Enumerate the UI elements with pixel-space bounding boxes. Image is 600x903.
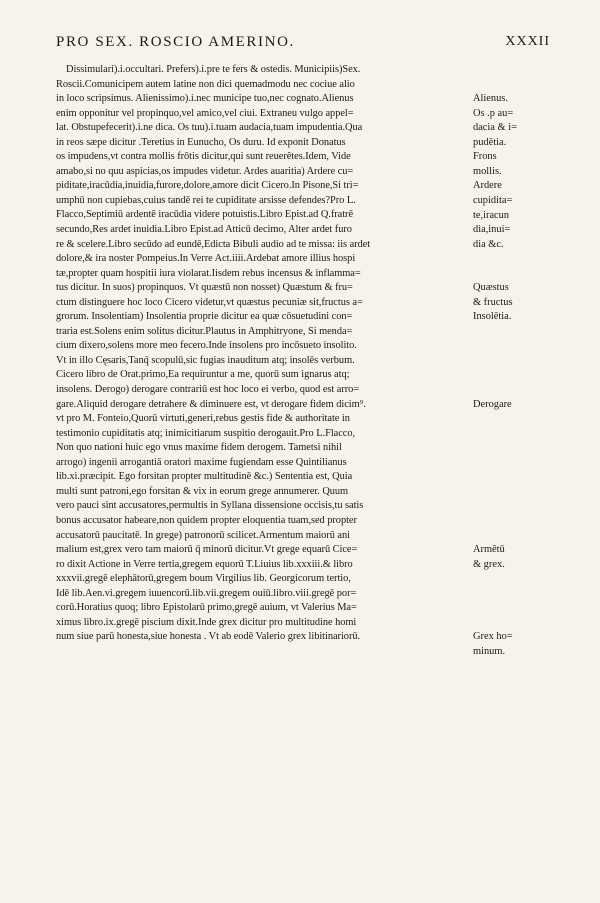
text-line: traria est.Solens enim solitus dicitur.Plautus in Amphitryone, Si menda= bbox=[56, 325, 353, 337]
text-line: corū.Horatius quoq; libro Epistolarū primo,gregē auium, vt Valerius Ma= bbox=[56, 602, 357, 614]
margin-note: Insolētia. bbox=[473, 311, 512, 323]
running-title: PRO SEX. ROSCIO AMERINO. bbox=[56, 34, 295, 50]
text-line: vero pauci sint accusatores,permultis in Syllana dissensione occisis,tu satis bbox=[56, 500, 364, 512]
text-line: Cicero libro de Orat.primo,Ea requiruntur a me, quorū sum ignarus atq; bbox=[56, 369, 350, 381]
margin-note: minum. bbox=[473, 646, 506, 657]
margin-note: te,iracun bbox=[473, 209, 510, 221]
text-line: tus dicitur. In suos) propinquos. Vt quæstū non nosset) Quæstum & fru= bbox=[56, 282, 353, 294]
text-line: bonus accusator habeare,non quidem propter eloquentia tuam,sed propter bbox=[56, 514, 357, 526]
text-line: gare.Aliquid derogare detrahere & diminuere est, vt derogare fidem dicim⁹. bbox=[56, 398, 366, 410]
text-line: cium dixero,solens more meo fecero.Inde insolens pro incōsueto insolito. bbox=[56, 340, 357, 352]
text-line: enim opponitur vel propinquo,vel amico,vel ciui. Extraneu vulgo appel= bbox=[56, 107, 354, 119]
text-line: amabo,si no quu aspicias,os impudes videtur. Ardes auaritia) Ardere cu= bbox=[56, 165, 354, 177]
text-line: re & scelere.Libro secūdo ad eundē,Edicta Bibuli audio ad te missa: iis ardet bbox=[56, 238, 371, 250]
text-line: Dissimulari).i.occultari. Prefers).i.pre te fers & ostedis. Municipiis)Sex. bbox=[66, 64, 361, 75]
text-line: vt pro M. Fonteio,Quorū virtuti,generi,rebus gestis fide & authoritate in bbox=[56, 413, 350, 425]
margin-note: Armētū bbox=[473, 544, 505, 556]
page-header bbox=[56, 34, 550, 54]
text-line: umphū non cupiebas,cuius tandē rei te cupiditate arsisse defendes?Pro L. bbox=[56, 194, 356, 206]
text-line: ctum distinguere hoc loco Cicero videtur,vt quæstus pecuniæ sit,fructus a= bbox=[56, 296, 363, 308]
margin-note: mollis. bbox=[473, 165, 502, 177]
text-line: in reos sæpe dicitur .Teretius in Eunucho, Os duru. Id exponit Donatus bbox=[56, 136, 346, 148]
margin-note: dia &c. bbox=[473, 238, 504, 250]
text-line: secundo,Res ardet inuidia.Libro Epist.ad Atticū decimo, Alter ardet furo bbox=[56, 224, 352, 236]
margin-note: Derogare bbox=[473, 398, 512, 410]
text-line: lat. Obstupefecerit).i.ne dica. Os tuu).i.tuam audacia,tuam impudentia.Qua bbox=[56, 122, 363, 134]
folio-number: XXXII bbox=[505, 34, 550, 49]
text-line: Vt in illo Cęsaris,Tanq̄ scopulū,sic fugias inauditum atq; insolēs verbum. bbox=[56, 354, 355, 366]
text-line: accusatorū paucitatē. In grege) patronorū scilicet.Armentum maiorū ani bbox=[56, 529, 350, 541]
margin-note: & fructus bbox=[473, 296, 513, 308]
text-line: lib.xi.præcipit. Ego forsitan propter multitudinē &c.) Sententia est, Quia bbox=[56, 471, 353, 483]
margin-note: Grex ho= bbox=[473, 631, 513, 643]
margin-note: pudētia. bbox=[473, 136, 507, 148]
text-line: testimonio cupiditatis atq; inimicitiarum suspitio derogauit.Pro L.Flacco, bbox=[56, 427, 356, 439]
margin-note: Frons bbox=[473, 151, 497, 163]
margin-note: Os .p au= bbox=[473, 107, 514, 119]
text-line: Non quo nationi huic ego vnus maxime fidem derogem. Tametsi nihil bbox=[56, 442, 342, 454]
text-line: ro dixit Actione in Verre tertia,gregem equorū T.Liuius lib.xxxiii.& libro bbox=[56, 558, 353, 570]
text-line: Idē lib.Aen.vi.gregem iuuencorū.lib.vii.gregem ouiū.libro.viii.gregē por= bbox=[56, 587, 357, 599]
text-line: multi sunt patroni,ego forsitan & vix in eorum grege annumerer. Quum bbox=[56, 485, 349, 497]
text-line: ximus libro.ix.gregē piscium dixit.Inde grex dicitur pro multitudine homi bbox=[56, 616, 357, 628]
margin-note: Quæstus bbox=[473, 282, 509, 294]
margin-note: dacia & i= bbox=[473, 122, 517, 134]
text-line: os impudens,vt contra mollis frôtis dicitur,qui sunt reuerêtes.Idem, Vide bbox=[56, 151, 351, 163]
text-line: Flacco,Septimiū ardentē iracūdia videre potuistis.Libro Epist.ad Q.fratrē bbox=[56, 209, 354, 221]
margin-note: Alienus. bbox=[473, 93, 508, 105]
text-line: xxxvii.gregē elephātorū,gregem boum Virgilius lib. Georgicorum tertio, bbox=[56, 573, 351, 585]
text-line: dolore,& ira noster Pompeius.In Verre Act.iiii.Ardebat amore illius hospi bbox=[56, 253, 356, 265]
margin-note: & grex. bbox=[473, 558, 505, 570]
text-line: malium est,grex vero tam maiorū q̄ minorū dicitur.Vt grege equarū Cice= bbox=[56, 544, 358, 556]
text-line: tæ,propter quam hospitii iura violarat.Iisdem rebus incensus & inflamma= bbox=[56, 267, 361, 279]
margin-note: dia,inui= bbox=[473, 224, 511, 236]
text-line: in loco scripsimus. Alienissimo).i.nec municipe tuo,nec cognato.Alienus bbox=[56, 93, 354, 105]
commentary-text bbox=[56, 63, 468, 645]
margin-note: Ardere bbox=[473, 180, 502, 192]
text-line: arrogo) ingenii arrogantiā oratori maxime fugiendam esse Quintilianus bbox=[56, 456, 347, 468]
text-line: grorum. Insolentiam) Insolentia proprie dicitur ea quæ cōsuetudini con= bbox=[56, 311, 353, 323]
margin-note: cupidita= bbox=[473, 194, 513, 206]
text-line: insolens. Derogo) derogare contrariū est hoc loco ei verbo, quod est arro= bbox=[56, 384, 360, 396]
text-line: piditate,iracūdia,inuidia,furore,dolore,amore dicit Cicero.In Pisone,Si tri= bbox=[56, 180, 359, 192]
text-line: Roscii.Comunicipem autem latine non dici quemadmodu nec cociue alio bbox=[56, 78, 355, 90]
text-line: num siue parū honesta,siue honesta . Vt ab eodē Valerio grex libitinariorū. bbox=[56, 631, 361, 643]
